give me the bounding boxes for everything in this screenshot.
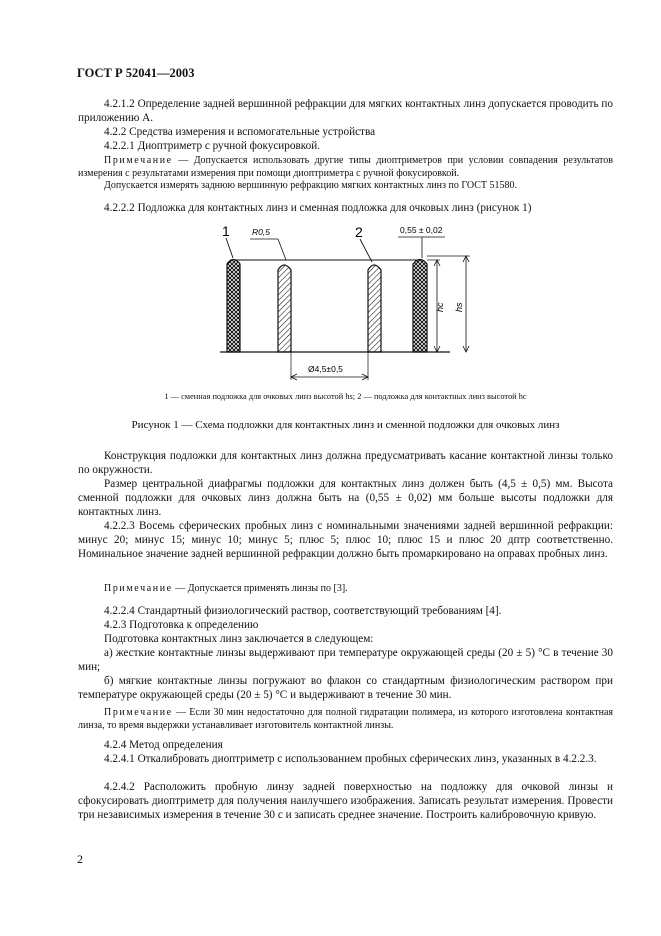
- note-3-label: Примечание: [104, 707, 173, 718]
- radius-label: R0,5: [252, 227, 270, 237]
- hc-label: hc: [435, 302, 445, 312]
- note-3-text: — Если 30 мин недостаточно для полной гидратации полимера, из которого изготовлена контактная линза, то время выдержки устанавливает изготовитель контактной линзы.: [78, 707, 613, 731]
- paragraph-4-2-1-2: 4.2.1.2 Определение задней вершинной рефракции для мягких контактных линз допускается проводить по приложению А.: [78, 98, 614, 124]
- inner-wall-right: [368, 265, 381, 352]
- radius-arrow: [278, 239, 286, 260]
- outer-wall-right: [413, 260, 427, 353]
- figure-legend: 1 — сменная подложка для очковых линз высотой hs; 2 — подложка для контактных линз высотой hc: [164, 392, 527, 401]
- note-1-text: — Допускается использовать другие типы диоптриметров при условии совпадения результатов измерения с результатами измерения при помощи диоптриметра с ручной фокусировкой.: [78, 155, 613, 179]
- note-1: [78, 155, 613, 180]
- paragraph-4-2-2-4: 4.2.2.4 Стандартный физиологический раствор, соответствующий требованиям [4].: [104, 605, 502, 617]
- paragraph-4-2-2-1: 4.2.2.1 Диоптриметр с ручной фокусировкой.: [104, 140, 321, 152]
- figure-label-1: 1: [222, 223, 230, 239]
- paragraph-4-2-2: 4.2.2 Средства измерения и вспомогательные устройства: [104, 126, 376, 138]
- offset-label: 0,55 ± 0,02: [400, 225, 443, 235]
- note-2-text: — Допускается применять линзы по [3].: [172, 583, 348, 594]
- figure-label-2: 2: [355, 224, 363, 240]
- figure-title: Рисунок 1 — Схема подложки для контактных линз и сменной подложки для очковых линз: [131, 419, 560, 431]
- paragraph-prep: Подготовка контактных линз заключается в следующем:: [104, 633, 374, 645]
- paragraph-4-2-4-1: 4.2.4.1 Откалибровать диоптриметр с использованием пробных сферических линз, указанных в 4.2.2.3.: [104, 753, 597, 765]
- paragraph-4-2-3: 4.2.3 Подготовка к определению: [104, 619, 259, 631]
- note-2: [78, 583, 613, 596]
- paragraph-4-2-2-3: 4.2.2.3 Восемь сферических пробных линз с номинальными значениями задней вершинной рефракции: минус 20; минус 15; минус 10; минус 5; плюс 5; плюс 10; плюс 15 и плюс 20 дптр соответственно. Номинальное значение задней вершинной рефракции должно быть промаркировано на оправах пробных линз.: [78, 520, 613, 560]
- figure-1-drawing: [200, 220, 490, 385]
- paragraph-4-2-4-2: 4.2.4.2 Расположить пробную линзу задней поверхностью на подложку для очковой линзы и сфокусировать диоптриметр для получения наилучшего изображения. Записать результат измерения. Провести три независимых измерения в течение 30 с и записать среднее значение. Построить калибровочную кривую.: [78, 781, 613, 821]
- leader-2: [360, 239, 372, 262]
- paragraph-4-2-2-2: 4.2.2.2 Подложка для контактных линз и сменная подложка для очковых линз (рисунок 1): [104, 202, 532, 214]
- page-number: 2: [77, 852, 83, 866]
- paragraph-4-2-4: 4.2.4 Метод определения: [104, 739, 223, 751]
- note-3: [78, 707, 613, 732]
- note-1-label: Примечание: [104, 155, 173, 166]
- leader-1: [226, 238, 233, 258]
- outer-wall-left: [227, 260, 240, 353]
- paragraph-prep-a: а) жесткие контактные линзы выдерживают при температуре окружающей среды (20 ± 5) °С в течение 30 мин;: [78, 647, 613, 673]
- document-header: ГОСТ Р 52041—2003: [77, 66, 195, 80]
- hs-label: hs: [454, 302, 464, 312]
- note-1-extra: Допускается измерять заднюю вершинную рефракцию мягких контактных линз по ГОСТ 51580.: [104, 180, 517, 191]
- inner-wall-left: [278, 265, 291, 352]
- note-2-label: Примечание: [104, 583, 173, 594]
- paragraph-prep-b: б) мягкие контактные линзы погружают во флакон со стандартным физиологическим раствором при температуре окружающей среды (20 ± 5) °С и выдерживают в течение 30 мин.: [78, 675, 613, 701]
- paragraph-construction: Конструкция подложки для контактных линз должна предусматривать касание контактной линзы только по окружности.: [78, 450, 613, 476]
- paragraph-diaphragm: Размер центральной диафрагмы подложки для контактных линз должен быть (4,5 ± 0,5) мм. Высота сменной подложки для очковых линз должна быть на (0,55 ± 0,02) мм больше высоты подложки для контактных линз.: [78, 478, 613, 518]
- diameter-label: Ø4,5±0,5: [308, 364, 343, 374]
